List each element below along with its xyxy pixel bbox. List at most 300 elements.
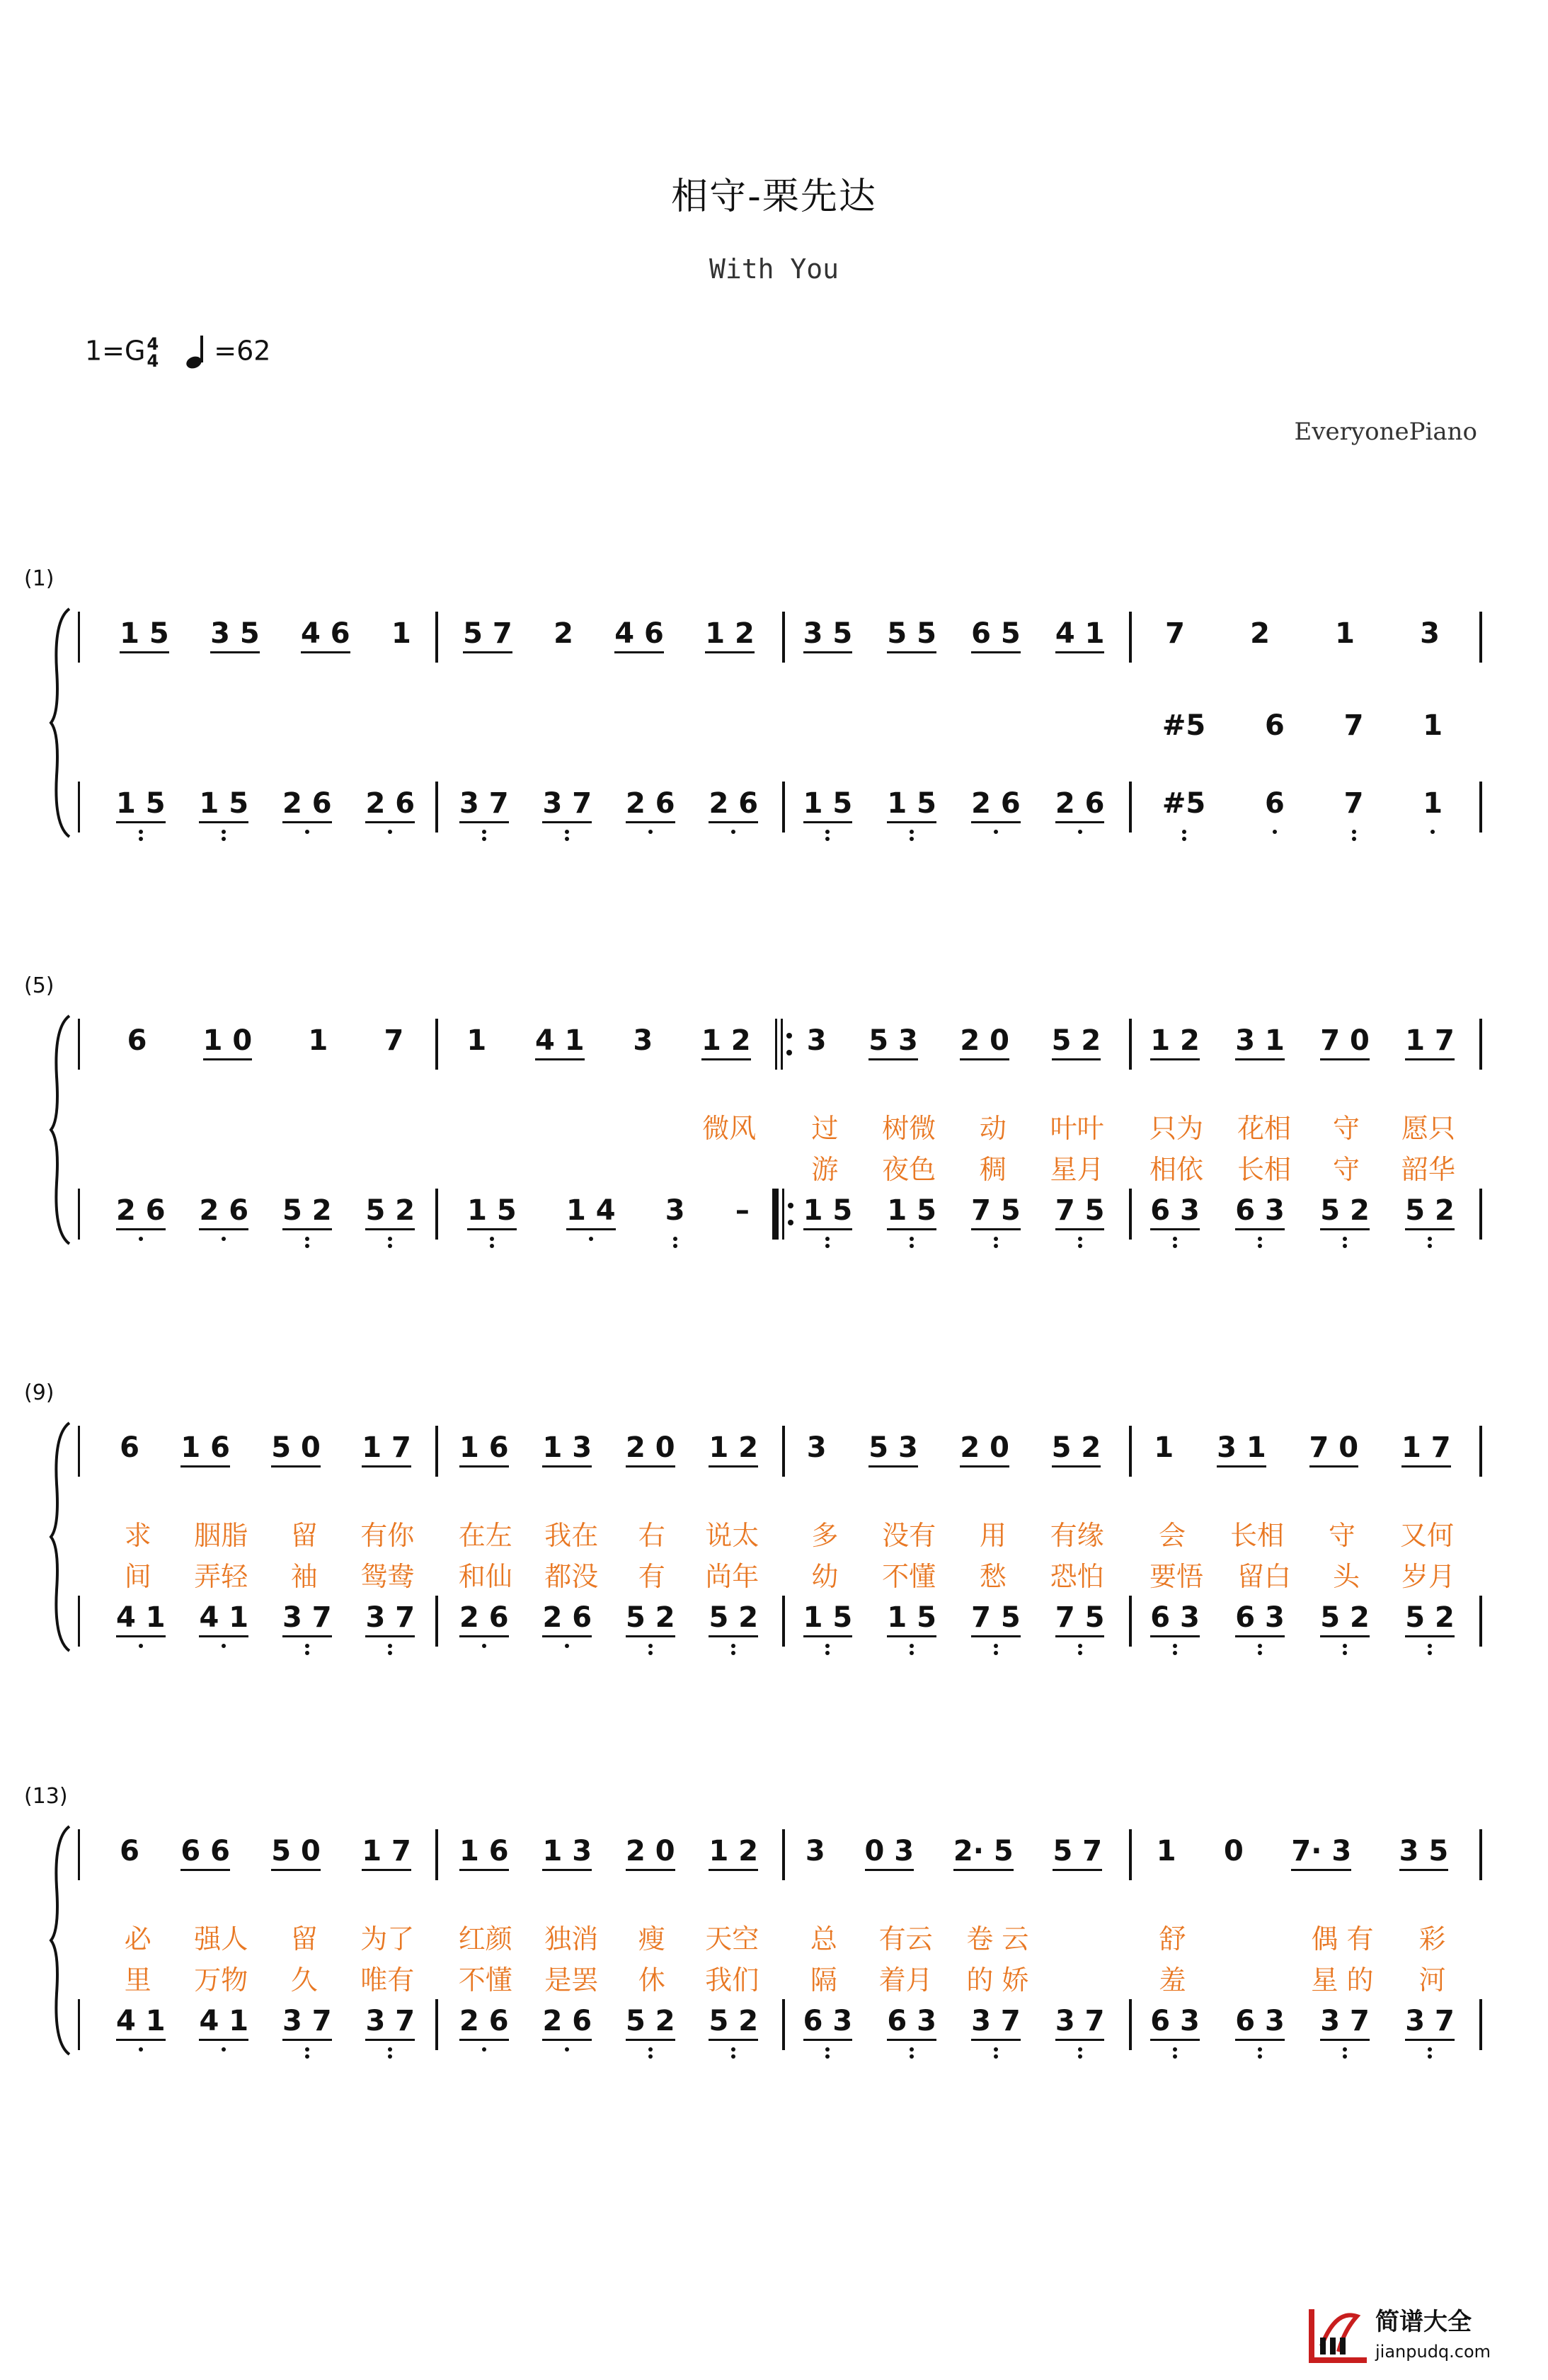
beam-line [459, 1465, 509, 1468]
octave-dot [994, 2047, 998, 2052]
beam-line [1235, 1058, 1285, 1060]
beam-line [365, 2039, 415, 2041]
note-group: 1 [1335, 617, 1355, 650]
lyric-word: 间 [124, 1561, 151, 1592]
note-group: 1 5 [887, 1600, 936, 1635]
note-group: 2 6 [1055, 786, 1105, 821]
octave-dot [1182, 830, 1186, 834]
octave-dot [648, 1644, 653, 1648]
lyric-word: 又何 [1399, 1520, 1454, 1551]
beam-line [971, 2039, 1021, 2041]
beam-line [626, 1869, 675, 1871]
octave-dot [910, 1237, 914, 1241]
barline [435, 1426, 438, 1477]
octave-dot [994, 830, 998, 834]
note-group: 2 0 [626, 1430, 675, 1465]
octave-dot [388, 1651, 392, 1655]
note-group: 1 2 [701, 1023, 751, 1058]
beam-line [542, 1465, 592, 1468]
note-group: 2· 5 [953, 1833, 1014, 1869]
barline [78, 1019, 80, 1070]
octave-dot [1078, 2047, 1082, 2052]
note-group: 3 7 [1405, 2003, 1455, 2039]
note-group: 3 7 [542, 786, 592, 821]
lyrics2-measure-4 [1133, 1555, 1472, 1594]
note-group: 6 [120, 1835, 140, 1867]
octave-dot [994, 1651, 998, 1655]
beam-line [1399, 1869, 1449, 1871]
lower-measure-1 [99, 1193, 432, 1244]
note-group: 5 3 [868, 1023, 918, 1058]
beam-line [626, 1635, 675, 1637]
note-group: 1 5 [887, 1193, 936, 1228]
lyric-word: 会 [1158, 1520, 1186, 1551]
octave-dot [1428, 1244, 1432, 1248]
lyric-word: 和仙 [458, 1561, 512, 1592]
octave-dot [139, 830, 143, 834]
barline [435, 1596, 438, 1647]
barline [1479, 1829, 1482, 1880]
note-group: 7 5 [1055, 1193, 1105, 1228]
lyric-word: 万物 [194, 1964, 248, 1996]
system-1 [0, 566, 1548, 864]
lyric-word: 稠 [979, 1154, 1007, 1185]
lyrics1-measure-4 [1133, 1106, 1472, 1145]
beam-line [1320, 1228, 1370, 1230]
tempo-value: =62 [214, 335, 271, 367]
octave-dot [1173, 2054, 1177, 2059]
note-group: 4 1 [1055, 616, 1105, 651]
note-group: 1 5 [803, 1600, 853, 1635]
beam-line [803, 821, 853, 823]
note-group: 1 3 [542, 1833, 592, 1869]
octave-dot [222, 1644, 226, 1648]
lyric-word: 胭脂 [194, 1520, 248, 1551]
beam-line [1150, 1058, 1200, 1060]
barline [1479, 1999, 1482, 2050]
beam-line [701, 1058, 751, 1060]
lyrics2-measure-3 [786, 1555, 1122, 1594]
beam-line [362, 1869, 411, 1871]
octave-dot [910, 1644, 914, 1648]
beam-line [626, 821, 675, 823]
barline [435, 1189, 438, 1240]
octave-dot [388, 1244, 392, 1248]
beam-line [1235, 2039, 1285, 2041]
octave-dot [1428, 1237, 1432, 1241]
note-group: 2 6 [542, 2003, 592, 2039]
system-2 [0, 973, 1548, 1271]
logo-mark-icon [1307, 2302, 1371, 2366]
lyric-word: 幼 [811, 1561, 839, 1592]
lyric-word: 红颜 [458, 1923, 512, 1955]
lyric-word: 我在 [544, 1520, 599, 1551]
barline [1479, 1596, 1482, 1647]
beam-line [887, 651, 936, 653]
octave-dot [825, 837, 830, 841]
note-group: 7 [384, 1024, 404, 1057]
lyric-word: 袖 [290, 1561, 318, 1592]
lyrics2-measure-1 [99, 1958, 432, 1997]
lyric-word: 河 [1418, 1964, 1446, 1996]
octave-dot [1428, 2054, 1432, 2059]
octave-dot [825, 1244, 830, 1248]
beam-line [1320, 1058, 1370, 1060]
octave-dot [139, 2047, 143, 2052]
logo-url: jianpudq.com [1375, 2342, 1491, 2362]
upper-measure-4 [1133, 1430, 1472, 1481]
octave-dot [910, 1651, 914, 1655]
lyric-word: 卷 云 [966, 1923, 1029, 1955]
octave-dot [1078, 1644, 1082, 1648]
beam-line [960, 1058, 1009, 1060]
note-group: 1 5 [120, 616, 169, 651]
octave-dot [825, 1644, 830, 1648]
octave-dot [1428, 1651, 1432, 1655]
barline [782, 612, 785, 663]
octave-dot [388, 2047, 392, 2052]
upper-measure-3 [786, 1833, 1122, 1884]
note-group: 4 1 [116, 2003, 166, 2039]
quarter-note-icon [183, 334, 214, 370]
note-group: 6 [120, 1431, 140, 1464]
lyric-word: 相依 [1149, 1154, 1203, 1185]
octave-dot [482, 837, 486, 841]
octave-dot [994, 1237, 998, 1241]
upper-chord-tones [1133, 708, 1472, 759]
chord-tone: 6 [1265, 709, 1285, 742]
beam-line [199, 821, 248, 823]
beam-line [282, 1228, 332, 1230]
lyrics2-measure-2 [442, 1958, 775, 1997]
arranger: EveryonePiano [1294, 418, 1477, 446]
beam-line [180, 1869, 230, 1871]
lyric-word: 长相 [1229, 1520, 1284, 1551]
barline [78, 1189, 80, 1240]
octave-dot [305, 2054, 309, 2059]
lyrics2-measure-4 [1133, 1148, 1472, 1186]
note-group: 1 [391, 617, 411, 650]
lyric-word: 守 [1332, 1113, 1360, 1144]
note-group: 1 2 [705, 616, 755, 651]
note-group: 7 5 [1055, 1600, 1105, 1635]
lyric-word: 我们 [705, 1964, 759, 1996]
measure-number: (1) [24, 566, 55, 591]
lyric-word: 鸳鸯 [360, 1561, 415, 1592]
note-group: 2 6 [365, 786, 415, 821]
chord-tone: #5 [1162, 709, 1206, 742]
barline [1129, 612, 1132, 663]
octave-dot [825, 830, 830, 834]
note-group: 5 5 [887, 616, 936, 651]
octave-dot [731, 2047, 735, 2052]
beam-line [868, 1058, 918, 1060]
beam-line [210, 651, 260, 653]
note-group: 7 [1344, 786, 1364, 821]
beam-line [971, 821, 1021, 823]
note-group: 1 2 [709, 1833, 758, 1869]
note-group: 2 6 [459, 1600, 509, 1635]
lyrics1-measure-3 [786, 1106, 1122, 1145]
lower-measure-4 [1133, 1193, 1472, 1244]
lyrics1-measure-1 [99, 1514, 432, 1552]
note-group: 4 6 [301, 616, 350, 651]
beam-line [709, 821, 758, 823]
octave-dot [825, 2054, 830, 2059]
note-group: 2 6 [459, 2003, 509, 2039]
note-group: 5 0 [271, 1430, 321, 1465]
beam-line [1055, 821, 1105, 823]
beam-line [887, 1635, 936, 1637]
lyric-word: 树微 [882, 1113, 936, 1144]
beam-line [953, 1869, 1014, 1871]
note-group: 5 2 [1320, 1600, 1370, 1635]
note-group: 3 5 [1399, 1833, 1449, 1869]
beam-line [542, 821, 592, 823]
lower-measure-3 [786, 1193, 1122, 1244]
octave-dot [994, 2054, 998, 2059]
lower-measure-2 [442, 1193, 775, 1244]
beam-line [1405, 1058, 1455, 1060]
octave-dot [825, 1651, 830, 1655]
note-group: 3 1 [1235, 1023, 1285, 1058]
note-group: 0 3 [865, 1833, 915, 1869]
lyric-word: 为了 [360, 1923, 415, 1955]
barline [1129, 1019, 1132, 1070]
note-group: 6 3 [1235, 1600, 1285, 1635]
chord-tone: 1 [1423, 709, 1443, 742]
octave-dot [673, 1244, 677, 1248]
octave-dot [565, 2047, 569, 2052]
note-group: 2 6 [709, 786, 758, 821]
note-group: 1 0 [203, 1023, 253, 1058]
lyric-word: 着月 [878, 1964, 933, 1996]
note-group: 3 7 [365, 2003, 415, 2039]
note-group: 1 [1154, 1431, 1174, 1464]
note-group: 1 7 [1405, 1023, 1455, 1058]
beam-line [1235, 1228, 1285, 1230]
beam-line [365, 1635, 415, 1637]
meter-bottom: 4 [147, 351, 159, 371]
lyrics1-measure-3 [786, 1514, 1122, 1552]
note-group: 3 5 [803, 616, 853, 651]
lyric-word [1062, 1917, 1105, 1956]
octave-dot [388, 1644, 392, 1648]
beam-line [887, 821, 936, 823]
octave-dot [910, 837, 914, 841]
barline [1479, 612, 1482, 663]
lyric-word: 愁 [979, 1561, 1007, 1592]
lower-measure-3 [786, 1600, 1122, 1651]
octave-dot [388, 1237, 392, 1241]
lyrics1-measure-2 [442, 1917, 775, 1956]
octave-dot [1428, 1644, 1432, 1648]
chord-tone: 7 [1343, 709, 1364, 742]
upper-measure-3 [786, 616, 1122, 667]
measure-number: (9) [24, 1380, 55, 1405]
note-group: 3 [665, 1193, 685, 1228]
octave-dot [825, 2047, 830, 2052]
lyrics2-measure-3 [786, 1958, 1122, 1997]
upper-measure-2 [442, 1833, 775, 1884]
octave-dot [673, 1237, 677, 1241]
octave-dot [589, 1237, 593, 1241]
barline [1129, 1426, 1132, 1477]
octave-dot [1078, 1244, 1082, 1248]
beam-line [868, 1465, 918, 1468]
upper-measure-2 [442, 616, 775, 667]
beam-line [709, 1465, 758, 1468]
barline [1479, 782, 1482, 833]
octave-dot [305, 1651, 309, 1655]
note-group: 2 0 [626, 1833, 675, 1869]
beam-line [301, 651, 350, 653]
octave-dot [222, 837, 226, 841]
octave-dot [1078, 2054, 1082, 2059]
note-group: 5 7 [1053, 1833, 1102, 1869]
beam-line [180, 1465, 230, 1468]
beam-line [1150, 1635, 1200, 1637]
octave-dot [482, 2047, 486, 2052]
lower-measure-2 [442, 2003, 775, 2054]
upper-measure-1 [99, 1023, 432, 1074]
lyric-word: 多 [811, 1520, 839, 1551]
barline [435, 1829, 438, 1880]
note-group: 1 [1423, 786, 1443, 821]
grand-staff-brace [48, 606, 72, 840]
note-group: 3 7 [282, 2003, 332, 2039]
key-signature [85, 334, 270, 370]
note-group: 5 2 [626, 1600, 675, 1635]
lyric-word: 留 [290, 1520, 318, 1551]
note-group: 2 6 [116, 1193, 166, 1228]
lower-measure-1 [99, 1600, 432, 1651]
note-group: 7 5 [971, 1600, 1021, 1635]
beam-line [365, 821, 415, 823]
beam-line [614, 651, 664, 653]
octave-dot [910, 1244, 914, 1248]
lyric-word: 星 的 [1311, 1964, 1374, 1996]
beam-line [865, 1869, 915, 1871]
octave-dot [1078, 1237, 1082, 1241]
beam-line [1405, 2039, 1455, 2041]
lyric-word: 没有 [882, 1520, 936, 1551]
lyrics1-measure-3 [786, 1917, 1122, 1956]
note-group: 5 2 [1052, 1430, 1101, 1465]
lyric-word [1062, 1958, 1105, 1997]
beam-line [1052, 1058, 1101, 1060]
lyric-word: 长相 [1237, 1154, 1291, 1185]
note-group: 5 2 [709, 2003, 758, 2039]
page-subtitle: With You [709, 253, 839, 285]
beam-line [362, 1465, 411, 1468]
octave-dot [222, 2047, 226, 2052]
octave-dot [1343, 1237, 1347, 1241]
note-group: 1 5 [116, 786, 166, 821]
barline [78, 1999, 80, 2050]
beam-line [1150, 1228, 1200, 1230]
lower-measure-3 [786, 2003, 1122, 2054]
note-group: 6 3 [1150, 1600, 1200, 1635]
note-group: 5 2 [709, 1600, 758, 1635]
beam-line [971, 1635, 1021, 1637]
upper-measure-1 [99, 616, 432, 667]
note-group: 3 7 [365, 1600, 415, 1635]
note-group: 7· 3 [1291, 1833, 1351, 1869]
barline [782, 1999, 785, 2050]
note-group: 3 [633, 1024, 653, 1057]
barline [78, 1426, 80, 1477]
beam-line [467, 1228, 517, 1230]
octave-dot [1258, 2047, 1262, 2052]
note-group: 1 7 [362, 1430, 411, 1465]
note-group: 3 7 [1055, 2003, 1105, 2039]
barline [78, 1829, 80, 1880]
note-group: 5 2 [1052, 1023, 1101, 1058]
barline [782, 1426, 785, 1477]
note-group: 1 6 [459, 1833, 509, 1869]
barline [1479, 1426, 1482, 1477]
note-group: – [735, 1194, 750, 1227]
lyrics1-measure-1 [99, 1917, 432, 1956]
note-group: 2 6 [542, 1600, 592, 1635]
barline [78, 1596, 80, 1647]
lyric-word: 羞 [1159, 1964, 1186, 1996]
beam-line [199, 2039, 248, 2041]
octave-dot [565, 1644, 569, 1648]
beam-line [803, 1635, 853, 1637]
lyric-word: 隔 [810, 1964, 837, 1996]
grand-staff-brace [48, 1013, 72, 1247]
lyric-word: 里 [124, 1964, 151, 1996]
lyric-word: 独消 [544, 1923, 599, 1955]
note-group: 1 7 [362, 1833, 411, 1869]
lyric-word: 的 娇 [966, 1964, 1029, 1996]
lyric-word: 说太 [705, 1520, 759, 1551]
note-group: 3 7 [971, 2003, 1021, 2039]
note-group: 2 0 [960, 1430, 1009, 1465]
barline [782, 1829, 785, 1880]
octave-dot [482, 830, 486, 834]
upper-measure-2 [442, 1430, 775, 1481]
octave-dot [1258, 1237, 1262, 1241]
note-group: 5 7 [463, 616, 512, 651]
note-group: 2 6 [971, 786, 1021, 821]
octave-dot [482, 1644, 486, 1648]
note-group: 6 5 [971, 616, 1021, 651]
lyric-word: 右 [638, 1520, 665, 1551]
beam-line [282, 1635, 332, 1637]
beam-line [1401, 1465, 1451, 1468]
system-3 [0, 1380, 1548, 1678]
barline [435, 612, 438, 663]
note-group: 5 2 [1320, 1193, 1370, 1228]
barline [782, 782, 785, 833]
octave-dot [648, 2047, 653, 2052]
octave-dot [139, 1644, 143, 1648]
beam-line [887, 1228, 936, 1230]
octave-dot [305, 2047, 309, 2052]
lyric-word: 留 [290, 1923, 318, 1955]
octave-dot [1343, 1644, 1347, 1648]
octave-dot [1273, 830, 1277, 834]
beam-line [626, 2039, 675, 2041]
lyric-word: 叶叶 [1050, 1113, 1104, 1144]
note-group: 5 2 [365, 1193, 415, 1228]
beam-line [282, 821, 332, 823]
note-group: 1 5 [199, 786, 248, 821]
note-group: 3 1 [1217, 1430, 1266, 1465]
